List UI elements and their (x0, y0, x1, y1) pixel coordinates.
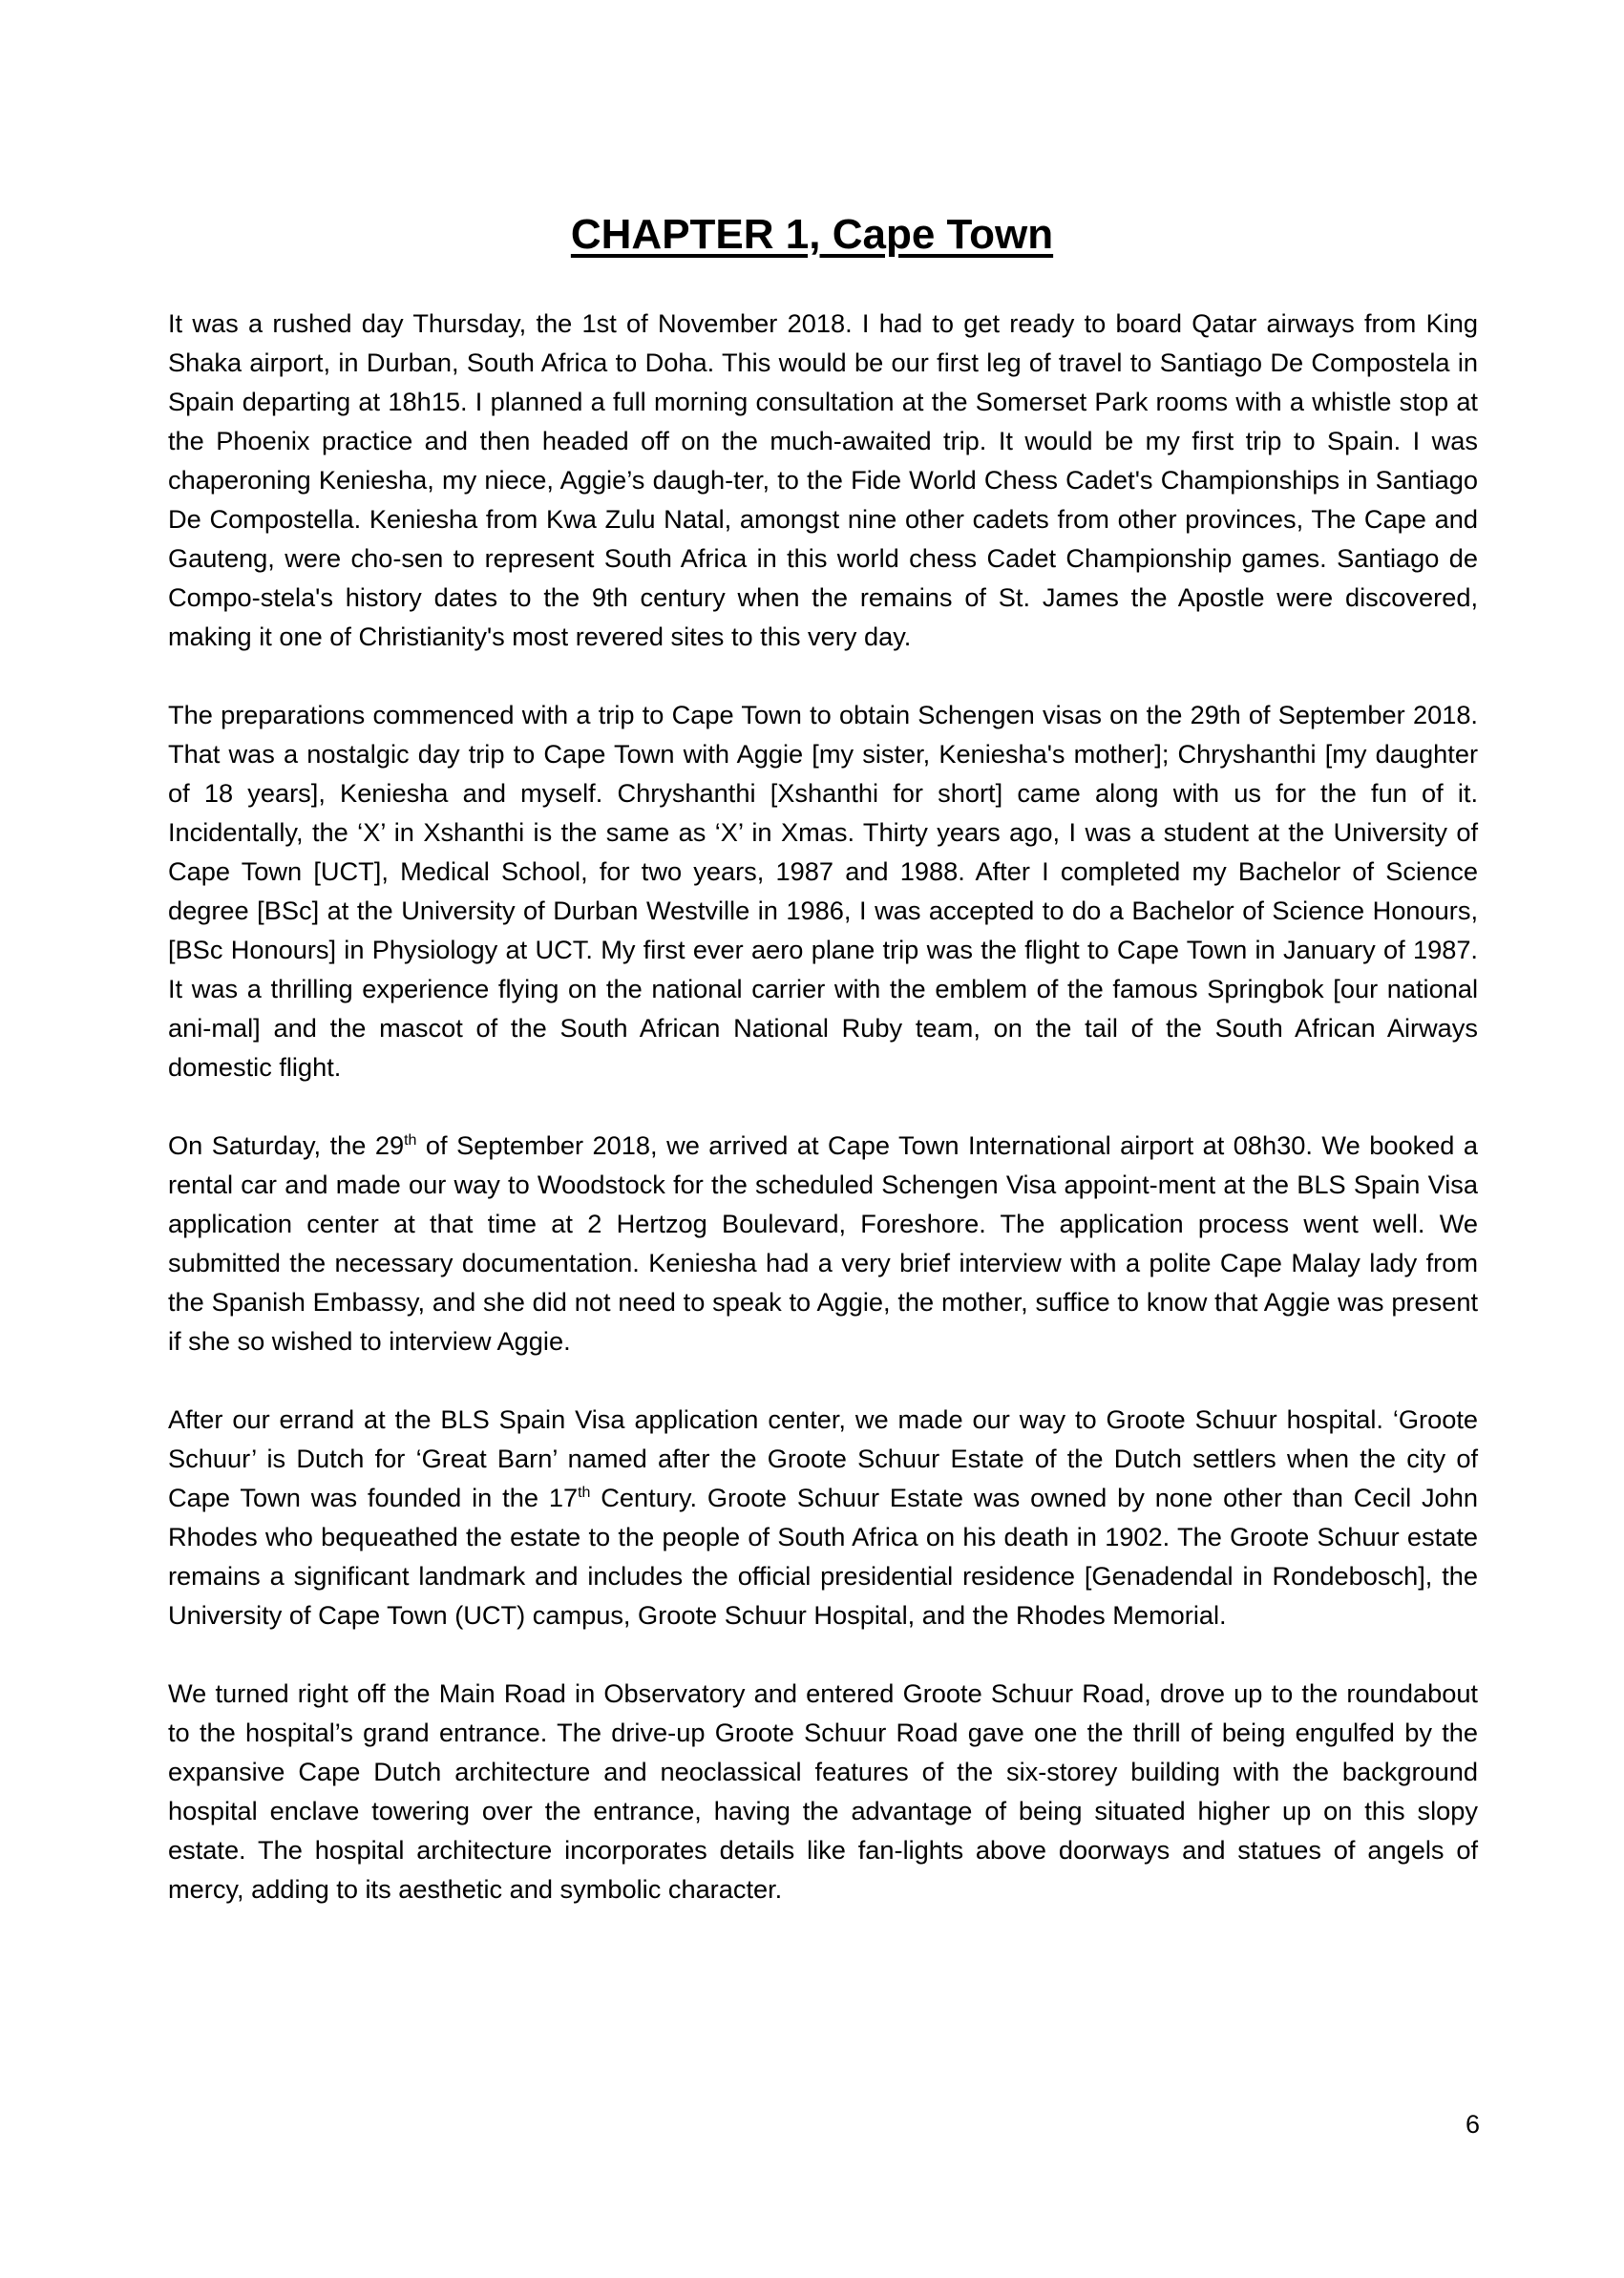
paragraph-1: It was a rushed day Thursday, the 1st of November 2018. I had to get ready to board Qatar airways from King Shaka airport, in Durban, South Africa to Doha. This would be our first leg of travel to Santiago De Compostela in Spain departing at 18h15. I planned a full morning consultation at the Somerset Park rooms with a whistle stop at the Phoenix practice and then headed off on the much-awaited trip. It would be my first trip to Spain. I was chaperoning Keniesha, my niece, Aggie’s daugh-ter, to the Fide World Chess Cadet's Championships in Santiago De Compostella. Keniesha from Kwa Zulu Natal, amongst nine other cadets from other provinces, The Cape and Gauteng, were cho-sen to represent South Africa in this world chess Cadet Championship games. Santiago de Compo-stela's history dates to the 9th century when the remains of St. James the Apostle were discovered, making it one of Christianity's most revered sites to this very day. (168, 308, 1478, 651)
chapter-body (168, 304, 1478, 1948)
paragraph-3-text-start: On Saturday, the 29 (168, 1130, 405, 1160)
paragraph-4-text-start: After our errand at the BLS Spain Visa application center, we made our way to Groote Schuur hospital. ‘Groote Schuur’ is Dutch for ‘Great Barn’ named after the Groote Schuur Estate of the Dutch settlers when the city of Cape Town was founded in the 17 (168, 1404, 1478, 1512)
ordinal-superscript: th (404, 1131, 417, 1149)
paragraph-4 (168, 1400, 1478, 1635)
paragraph-5: We turned right off the Main Road in Observatory and entered Groote Schuur Road, drove up to the roundabout to the hospital’s grand entrance. The drive-up Groote Schuur Road gave one the thrill of being engulfed by the expansive Cape Dutch architecture and neoclassical features of the six-storey building with the background hospital enclave towering over the entrance, having the advantage of being situated higher up on this slopy estate. The hospital architecture incorporates details like fan-lights above doorways and statues of angels of mercy, adding to its aesthetic and symbolic character. (168, 1678, 1478, 1904)
chapter-title-text: CHAPTER 1, Cape Town (570, 211, 1054, 258)
paragraph-4-text-end: Century. Groote Schuur Estate was owned by none other than Cecil John Rhodes who bequeathed the estate to the people of South Africa on his death in 1902. The Groote Schuur estate remains a significant landmark and includes the official presidential residence [Genadendal in Rondebosch], the University of Cape Town (UCT) campus, Groote Schuur Hospital, and the Rhodes Memorial. (168, 1483, 1478, 1630)
ordinal-superscript: th (578, 1484, 591, 1501)
paragraph-2: The preparations commenced with a trip to Cape Town to obtain Schengen visas on the 29th of September 2018. That was a nostalgic day trip to Cape Town with Aggie [my sister, Keniesha's mother]; Chryshanthi [my daughter of 18 years], Keniesha and myself. Chryshanthi [Xshanthi for short] came along with us for the fun of it. Incidentally, the ‘X’ in Xshanthi is the same as ‘X’ in Xmas. Thirty years ago, I was a student at the University of Cape Town [UCT], Medical School, for two years, 1987 and 1988. After I completed my Bachelor of Science degree [BSc] at the University of Durban Westville in 1986, I was accepted to do a Bachelor of Science Honours, [BSc Honours] in Physiology at UCT. My first ever aero plane trip was the flight to Cape Town in January of 1987. It was a thrilling experience flying on the national carrier with the emblem of the famous Springbok [our national ani-mal] and the mascot of the South African National Ruby team, on the tail of the South African Airways domestic flight. (168, 700, 1478, 1082)
paragraph-3-text-end: of September 2018, we arrived at Cape Town International airport at 08h30. We booked a rental car and made our way to Woodstock for the scheduled Schengen Visa appoint-ment at the BLS Spain Visa application center at that time at 2 Hertzog Boulevard, Foreshore. The application process went well. We submitted the necessary documentation. Keniesha had a very brief interview with a polite Cape Malay lady from the Spanish Embassy, and she did not need to speak to Aggie, the mother, suffice to know that Aggie was present if she so wished to interview Aggie. (168, 1130, 1478, 1356)
page-number: 6 (1465, 2110, 1480, 2139)
paragraph-3 (168, 1126, 1478, 1360)
chapter-title (0, 208, 1624, 262)
